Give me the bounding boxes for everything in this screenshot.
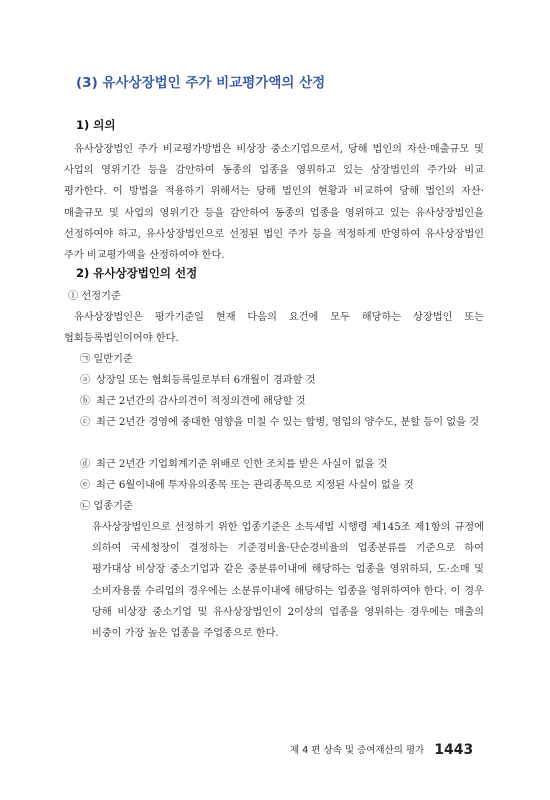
criteria-intro bbox=[64, 307, 484, 349]
page-number: 1443 bbox=[434, 742, 474, 758]
criteria-intro-text: 유사상장법인은 평가기준일 현재 다음의 요건에 모두 해당하는 상장법인 또는 협회등록법인이어야 한다. bbox=[64, 312, 484, 345]
item-marker: ⓑ bbox=[80, 396, 91, 407]
item-marker: ⓒ bbox=[80, 417, 91, 428]
item-text: 최근 6월이내에 투자유의종목 또는 관리종목으로 지정된 사실이 없을 것 bbox=[96, 480, 414, 491]
item-marker: ⓔ bbox=[80, 480, 91, 491]
item-text: 최근 2년간의 감사의견이 적정의견에 해당할 것 bbox=[96, 396, 306, 407]
item-marker: ⓐ bbox=[80, 375, 91, 386]
item-marker: ⓓ bbox=[80, 459, 91, 470]
item-text: 최근 2년간 기업회계기준 위배로 인한 조치를 받은 사실이 없을 것 bbox=[96, 459, 388, 470]
meaning-paragraph-text: 유사상장법인 주가 비교평가방법은 비상장 중소기업으로서, 당해 법인의 자산·매출규모 및 사업의 영위기간 등을 감안하여 동종의 업종을 영위하고 있는 상장법인의 주가와 비교 평가한다. 이 방법을 적용하기 위해서는 당해 법인의 현황과 비교하여 당해 법인의 자산·매출규모 및 사업의 영위기간 등을 감안하여 동종의 업종을 영위하고 있는 유사상장법인을 선정하여야 하고, 유사상장법인으로 선정된 법인 주가 등을 적정하게 반영하여 유사상장법인 주가 비교평가액을 산정하여야 한다. bbox=[64, 144, 484, 262]
heading-meaning: 1) 의의 bbox=[76, 118, 116, 132]
criteria-heading: ① 선정기준 bbox=[68, 291, 121, 302]
industry-criteria-heading: ㉡ 업종기준 bbox=[80, 501, 133, 512]
heading-selection: 2) 유사상장법인의 선정 bbox=[76, 266, 198, 280]
item-text: 상장일 또는 협회등록일로부터 6개월이 경과할 것 bbox=[96, 375, 316, 386]
chapter-title: 제 4 편 상속 및 증여재산의 평가 bbox=[290, 745, 425, 756]
industry-paragraph bbox=[92, 517, 484, 644]
general-criteria-heading: ㉠ 일반기준 bbox=[80, 354, 133, 365]
item-text: 최근 2년간 경영에 중대한 영향을 미칠 수 있는 합병, 영업의 양수도, 분할 등이 없을 것 bbox=[96, 417, 480, 428]
industry-paragraph-text: 유사상장법인으로 선정하기 위한 업종기준은 소득세법 시행령 제145조 제1항의 규정에 의하여 국세청장이 결정하는 기준경비율·단순경비율의 업종분류를 기준으로 하여 평가대상 비상장 중소기업과 같은 중분류이내에 해당하는 업종을 영위하되, 도·소매 및 소비자용품 수리업의 경우에는 소분류이내에 해당하는 업종을 영위하여야 한다. 이 경우 당해 비상장 중소기업 및 유사상장법인이 2이상의 업종을 영위하는 경우에는 매출의 비중이 가장 높은 업종을 주업종으로 한다. bbox=[92, 522, 484, 640]
meaning-paragraph bbox=[64, 139, 484, 266]
section-title: (3) 유사상장법인 주가 비교평가액의 산정 bbox=[76, 75, 326, 91]
page-footer bbox=[290, 742, 473, 758]
